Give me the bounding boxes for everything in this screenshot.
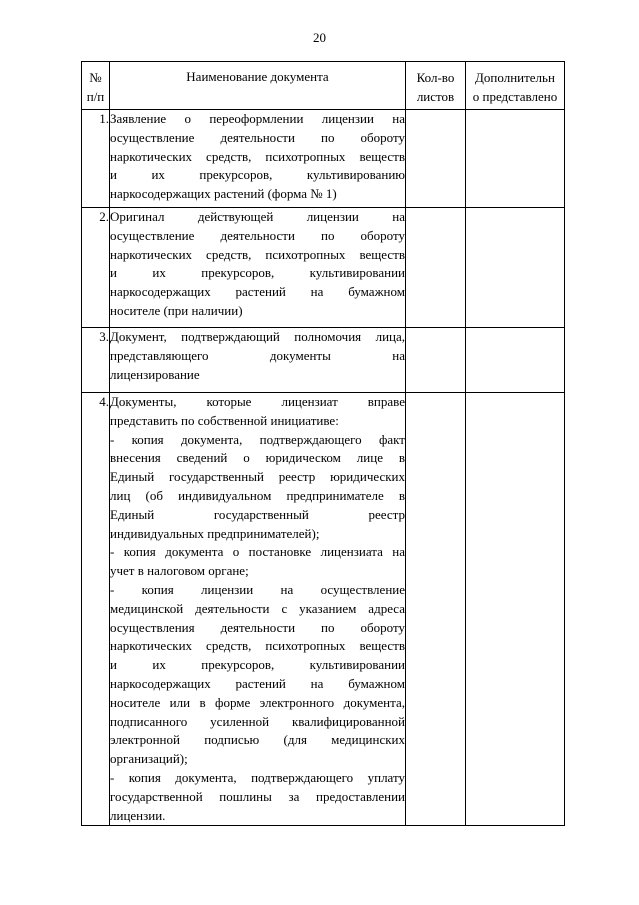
document-name-line: Оригинал действующей лицензии на [110,209,405,224]
document-name-line: медицинской деятельности с указанием адреса [110,600,405,616]
document-name-line: учет в налоговом органе; [110,563,249,579]
header-count-line-2: листов [416,89,455,104]
document-name-line: - копия документа о постановке лицензиата на [110,544,405,560]
row-additionally-provided [466,393,565,826]
document-name-line: наркотических средств, психотропных веществ [110,148,405,164]
row-document-name [110,393,406,826]
document-name-line: Документы, которые лицензиат вправе [110,394,405,409]
document-name-line: Единый государственный реестр юридических [110,469,405,485]
document-name-line: организаций); [110,751,188,767]
header-name-label: Наименование документа [186,69,329,84]
document-name-line: внесения сведений о юридическом лице в [110,450,405,466]
row-sheet-count [406,208,466,328]
document-name-line: Заявление о переоформлении лицензии на [110,111,405,126]
document-name-line: индивидуальных предпринимателей); [110,525,320,541]
row-document-name [110,208,406,328]
table-row [82,208,565,328]
header-count [406,62,466,110]
table-header-row [82,62,565,110]
document-name-line: осуществление деятельности по обороту [110,129,405,145]
document-name-line: лиц (об индивидуальном предпринимателе в [110,487,405,503]
page-number: 20 [313,30,326,45]
document-name-line: лицензирование [110,366,200,382]
document-name-line: и их прекурсоров, культивировании [110,657,405,673]
row-sheet-count [406,393,466,826]
document-name-line: осуществление деятельности по обороту [110,227,405,243]
document-name-line: наркосодержащих растений (форма № 1) [110,186,337,202]
row-document-name [110,110,406,208]
document-name-line: подписанного усиленной квалифицированной [110,713,405,729]
row-number: 4. [82,393,110,826]
row-sheet-count [406,110,466,208]
document-name-line: лицензии. [110,807,166,823]
row-sheet-count [406,328,466,393]
document-name-line: наркотических средств, психотропных веществ [110,246,405,262]
table-body [82,110,565,826]
document-name-line: - копия документа, подтверждающего уплату [110,769,405,785]
document-name-line: государственной пошлины за предоставлении [110,788,405,804]
document-name-line: и их прекурсоров, культивировании [110,265,405,281]
header-extra-line-2: о представлено [472,89,558,104]
table-row [82,393,565,826]
row-number: 1. [82,110,110,208]
row-additionally-provided [466,328,565,393]
document-name-line: представляющего документы на [110,347,405,363]
document-name-line: Единый государственный реестр [110,506,405,522]
document-name-line: носителе (при наличии) [110,302,243,318]
document-name-line: наркосодержащих растений на бумажном [110,675,405,691]
document-name-line: наркотических средств, психотропных веществ [110,638,405,654]
document-name-line: Документ, подтверждающий полномочия лица, [110,329,405,344]
row-number: 2. [82,208,110,328]
document-name-line: - копия документа, подтверждающего факт [110,431,405,447]
document-name-line: носителе или в форме электронного документа, [110,694,405,710]
header-num-line-1: № [89,70,102,85]
document-name-line: представить по собственной инициативе: [110,412,339,428]
row-document-name [110,328,406,393]
header-extra [466,62,565,110]
document-name-line: наркосодержащих растений на бумажном [110,284,405,300]
document-name-line: - копия лицензии на осуществление [110,581,405,597]
documents-table [81,61,565,826]
header-num-line-2: п/п [86,89,105,104]
table-row [82,328,565,393]
row-additionally-provided [466,208,565,328]
header-name [110,62,406,110]
header-count-line-1: Кол-во [416,70,455,85]
document-name-line: осуществления деятельности по обороту [110,619,405,635]
document-name-line: и их прекурсоров, культивированию [110,167,405,183]
header-num [82,62,110,110]
row-number: 3. [82,328,110,393]
header-extra-line-1: Дополнительн [475,70,555,85]
table-row [82,110,565,208]
row-additionally-provided [466,110,565,208]
document-name-line: электронной подписью (для медицинских [110,732,405,748]
